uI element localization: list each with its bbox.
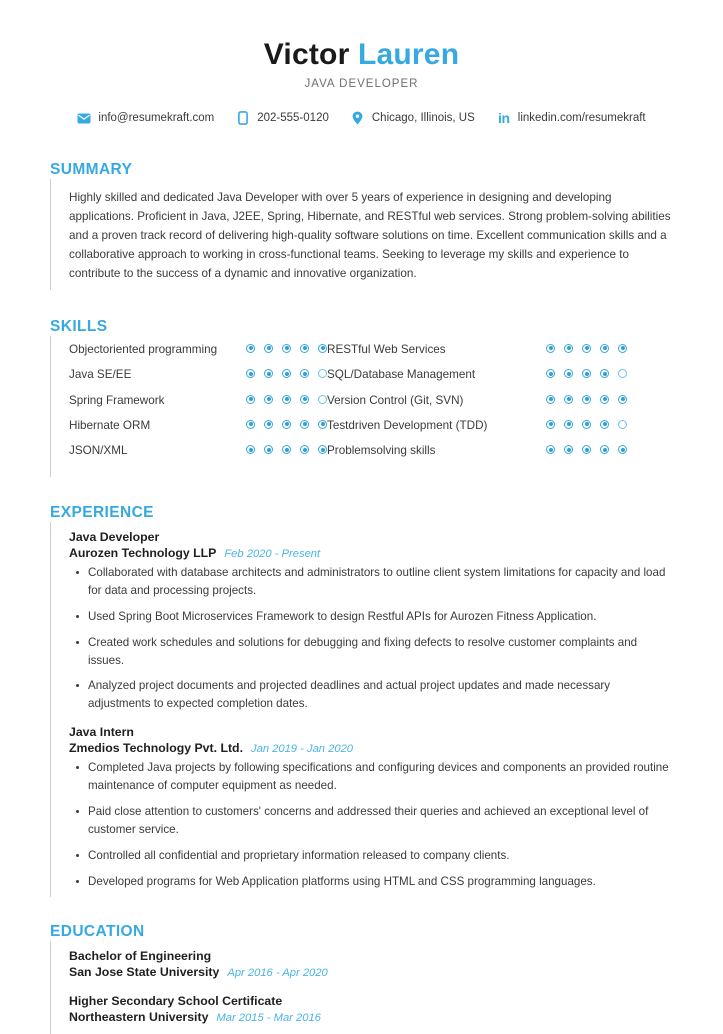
rating-dot-filled [300, 445, 309, 454]
linkedin-icon: in [497, 110, 510, 126]
skill-name: Objectoriented programming [69, 342, 218, 356]
skill-row [327, 393, 627, 409]
contact-phone[interactable] [225, 111, 340, 125]
contact-phone-text: 202-555-0120 [257, 111, 329, 124]
rating-dot-filled [282, 445, 291, 454]
rating-dot-filled [246, 445, 255, 454]
rating-dot-filled [282, 395, 291, 404]
rating-dot-filled [564, 395, 573, 404]
rating-dot-filled [600, 445, 609, 454]
skill-row [69, 367, 327, 383]
rating-dot-filled [282, 344, 291, 353]
skills-column-left [69, 342, 327, 469]
skill-rating-dots [546, 418, 627, 429]
skill-row [69, 443, 327, 459]
rating-dot-filled [564, 445, 573, 454]
summary-section-title: SUMMARY [50, 161, 133, 178]
rating-dot-filled [264, 344, 273, 353]
rating-dot-filled [300, 369, 309, 378]
rating-dot-filled [564, 344, 573, 353]
education-school: Northeastern University [69, 1010, 209, 1025]
experience-section [50, 503, 675, 898]
contact-location-text: Chicago, Illinois, US [371, 111, 475, 124]
job-company-line [69, 546, 675, 560]
skill-rating-dots [246, 393, 327, 404]
skill-name: SQL/Database Management [327, 368, 476, 382]
summary-section [50, 161, 675, 290]
skill-row [69, 418, 327, 434]
job-bullet: Analyzed project documents and projected deadlines and actual project updates and made necessary adjustments to expected completion dates. [88, 677, 675, 713]
skill-row [327, 367, 627, 383]
rating-dot-empty [618, 369, 627, 378]
education-dates: Mar 2015 - Mar 2016 [216, 1012, 321, 1025]
skill-row [327, 418, 627, 434]
education-school-line [69, 965, 675, 979]
skills-body [50, 336, 675, 477]
skill-row [327, 342, 627, 358]
skill-rating-dots [546, 367, 627, 378]
envelope-icon [77, 111, 91, 125]
job-role: Java Developer [69, 529, 160, 544]
skill-name: Testdriven Development (TDD) [327, 418, 488, 432]
skills-section [50, 317, 675, 477]
job-bullet: Created work schedules and solutions for debugging and fixing defects to resolve customer complaints and issues. [88, 634, 675, 670]
rating-dot-filled [300, 344, 309, 353]
contact-email[interactable] [66, 111, 225, 125]
rating-dot-filled [618, 445, 627, 454]
skill-name: Java SE/EE [69, 368, 132, 382]
job-role: Java Intern [69, 725, 134, 740]
skill-name: Hibernate ORM [69, 418, 151, 432]
location-pin-icon [351, 111, 365, 125]
summary-body [50, 179, 675, 290]
rating-dot-filled [600, 369, 609, 378]
rating-dot-filled [582, 420, 591, 429]
job-bullet: Paid close attention to customers' concerns and addressed their queries and achieved an exceptional level of customer service. [88, 803, 675, 839]
job-bullet: Collaborated with database architects and administrators to outline client system limitations for capacity and load for data and processing projects. [88, 564, 675, 600]
skill-rating-dots [546, 342, 627, 353]
skill-name: Version Control (Git, SVN) [327, 393, 464, 407]
rating-dot-filled [582, 344, 591, 353]
rating-dot-filled [318, 344, 327, 353]
skill-rating-dots [246, 443, 327, 454]
rating-dot-filled [246, 344, 255, 353]
skill-rating-dots [546, 393, 627, 404]
skills-section-title: SKILLS [50, 317, 108, 335]
contact-linkedin[interactable] [486, 111, 657, 125]
skill-rating-dots [246, 418, 327, 429]
rating-dot-filled [618, 344, 627, 353]
education-section [50, 923, 675, 1034]
job-bullet-list [69, 759, 675, 891]
skill-name: JSON/XML [69, 444, 128, 458]
contact-email-text: info@resumekraft.com [98, 111, 215, 124]
candidate-name [0, 38, 723, 71]
experience-entry [69, 530, 675, 714]
rating-dot-filled [318, 445, 327, 454]
rating-dot-filled [546, 344, 555, 353]
rating-dot-filled [618, 395, 627, 404]
job-dates: Feb 2020 - Present [224, 547, 321, 560]
rating-dot-filled [318, 420, 327, 429]
skill-row [69, 342, 327, 358]
first-name: Victor [263, 38, 350, 71]
rating-dot-filled [300, 395, 309, 404]
job-company: Zmedios Technology Pvt. Ltd. [69, 741, 243, 756]
education-school: San Jose State University [69, 965, 220, 980]
job-bullet: Controlled all confidential and proprietary information released to company clients. [88, 847, 675, 865]
rating-dot-empty [318, 395, 327, 404]
resume-header [0, 0, 723, 90]
job-company-line [69, 741, 675, 755]
rating-dot-filled [246, 420, 255, 429]
rating-dot-filled [564, 420, 573, 429]
skill-row [69, 393, 327, 409]
skills-grid [69, 342, 675, 469]
job-bullet: Completed Java projects by following specifications and configuring devices and components an provided routine maintenance of computer equipment as needed. [88, 759, 675, 795]
skill-row [327, 443, 627, 459]
contact-location[interactable] [340, 111, 486, 125]
rating-dot-filled [600, 395, 609, 404]
education-entry [69, 949, 675, 979]
education-degree: Bachelor of Engineering [69, 949, 212, 964]
job-dates: Jan 2019 - Jan 2020 [251, 743, 354, 756]
rating-dot-filled [600, 344, 609, 353]
skills-column-right [327, 342, 627, 469]
candidate-job-title: JAVA DEVELOPER [304, 78, 419, 90]
contact-linkedin-text: linkedin.com/resumekraft [517, 111, 646, 124]
rating-dot-filled [264, 369, 273, 378]
rating-dot-filled [300, 420, 309, 429]
rating-dot-filled [546, 445, 555, 454]
education-degree: Higher Secondary School Certificate [69, 994, 283, 1009]
mobile-phone-icon [236, 111, 250, 125]
skill-rating-dots [546, 443, 627, 454]
education-body [50, 941, 675, 1034]
rating-dot-filled [582, 369, 591, 378]
skill-name: Spring Framework [69, 393, 165, 407]
job-company: Aurozen Technology LLP [69, 545, 217, 560]
rating-dot-filled [264, 445, 273, 454]
rating-dot-filled [564, 369, 573, 378]
rating-dot-empty [318, 369, 327, 378]
skill-rating-dots [246, 367, 327, 378]
rating-dot-filled [546, 369, 555, 378]
experience-body [50, 522, 675, 898]
contact-row [0, 111, 723, 125]
skill-rating-dots [246, 342, 327, 353]
rating-dot-filled [282, 420, 291, 429]
skill-name: Problemsolving skills [327, 444, 436, 458]
skill-name: RESTful Web Services [327, 342, 446, 356]
job-bullet-list [69, 564, 675, 714]
education-section-title: EDUCATION [50, 923, 145, 941]
experience-section-title: EXPERIENCE [50, 503, 154, 521]
education-school-line [69, 1010, 675, 1024]
rating-dot-filled [582, 445, 591, 454]
rating-dot-filled [264, 420, 273, 429]
job-bullet: Used Spring Boot Microservices Framework to design Restful APIs for Aurozen Fitness Application. [88, 608, 675, 626]
rating-dot-filled [546, 395, 555, 404]
education-entry [69, 994, 675, 1024]
rating-dot-filled [246, 369, 255, 378]
summary-text: Highly skilled and dedicated Java Developer with over 5 years of experience in designing and developing applications. Proficient in Java, J2EE, Spring, Hibernate, and RESTful web services. Strong problem-solving abilities and a proven track record of delivering high-quality software solutions on time. Excellent communication skills and a collaborative approach to working in cross-functional teams. Seeking to leverage my skills and experience to contribute to the success of a dynamic and innovative organization. [69, 191, 671, 280]
experience-entry [69, 725, 675, 891]
rating-dot-filled [282, 369, 291, 378]
job-bullet: Developed programs for Web Application platforms using HTML and CSS programming languages. [88, 873, 675, 891]
last-name: Lauren [358, 38, 460, 71]
rating-dot-filled [246, 395, 255, 404]
rating-dot-filled [582, 395, 591, 404]
rating-dot-filled [600, 420, 609, 429]
rating-dot-filled [546, 420, 555, 429]
rating-dot-empty [618, 420, 627, 429]
rating-dot-filled [264, 395, 273, 404]
education-dates: Apr 2016 - Apr 2020 [227, 967, 328, 980]
